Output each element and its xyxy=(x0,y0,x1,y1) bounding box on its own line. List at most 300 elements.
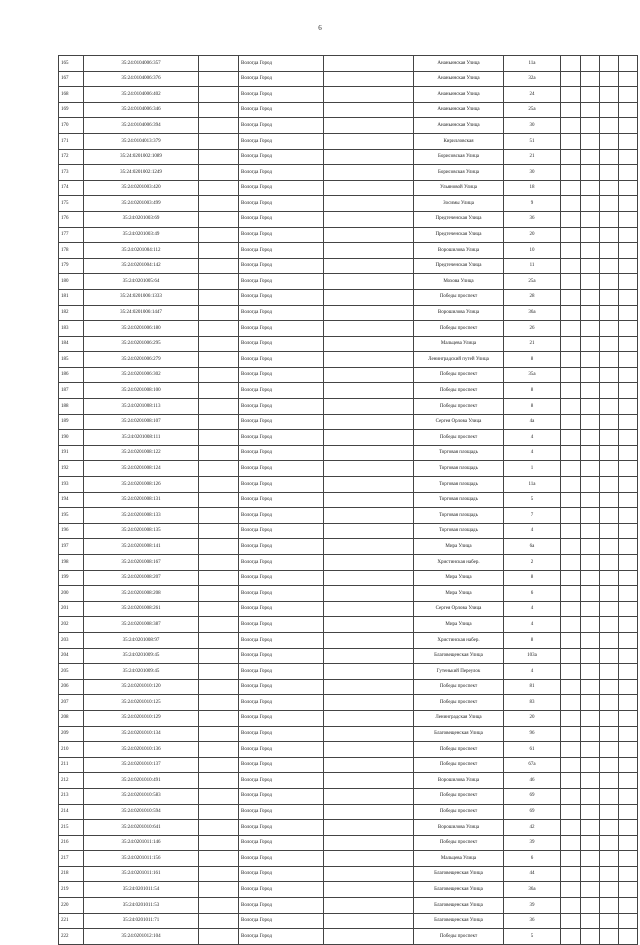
house-number-cell: 51 xyxy=(504,133,561,149)
empty-cell xyxy=(581,87,600,103)
empty-cell xyxy=(581,929,600,945)
house-number-cell: 8 xyxy=(504,570,561,586)
empty-cell xyxy=(199,929,239,945)
empty-cell xyxy=(324,165,414,181)
row-number-cell: 222 xyxy=(59,929,84,945)
empty-cell xyxy=(619,383,638,399)
empty-cell xyxy=(199,492,239,508)
table-row xyxy=(59,56,638,72)
street-cell: Победы проспект xyxy=(414,321,504,337)
row-number-cell: 183 xyxy=(59,321,84,337)
empty-cell xyxy=(581,430,600,446)
empty-cell xyxy=(324,539,414,555)
empty-cell xyxy=(324,305,414,321)
house-number-cell: 5 xyxy=(504,492,561,508)
house-number-cell: 21 xyxy=(504,149,561,165)
locality-cell: Вологда Город xyxy=(239,866,324,882)
cadastral-number-cell: 35:24:0201010:134 xyxy=(84,726,199,742)
locality-cell: Вологда Город xyxy=(239,710,324,726)
house-number-cell: 4 xyxy=(504,664,561,680)
empty-cell xyxy=(581,648,600,664)
table-row xyxy=(59,102,638,118)
row-number-cell: 180 xyxy=(59,274,84,290)
empty-cell xyxy=(600,227,619,243)
empty-cell xyxy=(619,632,638,648)
table-row xyxy=(59,87,638,103)
cadastral-number-cell: 35:24:0201008:111 xyxy=(84,430,199,446)
empty-cell xyxy=(600,289,619,305)
empty-cell xyxy=(324,211,414,227)
empty-cell xyxy=(581,508,600,524)
house-number-cell: 11а xyxy=(504,56,561,72)
locality-cell: Вологда Город xyxy=(239,336,324,352)
locality-cell: Вологда Город xyxy=(239,258,324,274)
empty-cell xyxy=(619,118,638,134)
empty-cell xyxy=(600,477,619,493)
empty-cell xyxy=(199,570,239,586)
empty-cell xyxy=(600,336,619,352)
cadastral-number-cell: 35:24:0201006:180 xyxy=(84,321,199,337)
empty-cell xyxy=(600,165,619,181)
street-cell: Борисовская Улица xyxy=(414,165,504,181)
empty-cell xyxy=(600,211,619,227)
locality-cell: Вологда Город xyxy=(239,321,324,337)
street-cell: Победы проспект xyxy=(414,757,504,773)
street-cell: Ананьинская Улица xyxy=(414,102,504,118)
empty-cell xyxy=(324,648,414,664)
house-number-cell: 46 xyxy=(504,773,561,789)
empty-cell xyxy=(581,913,600,929)
street-cell: Благовещенская Улица xyxy=(414,726,504,742)
empty-cell xyxy=(199,399,239,415)
cadastral-number-cell: 35:24:0201010:120 xyxy=(84,679,199,695)
empty-cell xyxy=(619,679,638,695)
empty-cell xyxy=(561,180,581,196)
cadastral-number-cell: 35:24:0201008:97 xyxy=(84,632,199,648)
cadastral-number-cell: 35:24:0201004:142 xyxy=(84,258,199,274)
street-cell: Мальцева Улица xyxy=(414,336,504,352)
empty-cell xyxy=(561,289,581,305)
empty-cell xyxy=(600,851,619,867)
empty-cell xyxy=(561,321,581,337)
empty-cell xyxy=(324,352,414,368)
table-row xyxy=(59,866,638,882)
table-row xyxy=(59,555,638,571)
house-number-cell: 18 xyxy=(504,180,561,196)
empty-cell xyxy=(561,820,581,836)
table-row xyxy=(59,321,638,337)
row-number-cell: 206 xyxy=(59,679,84,695)
locality-cell: Вологда Город xyxy=(239,227,324,243)
empty-cell xyxy=(324,383,414,399)
empty-cell xyxy=(619,851,638,867)
locality-cell: Вологда Город xyxy=(239,165,324,181)
house-number-cell: 36 xyxy=(504,913,561,929)
cadastral-number-cell: 35:24:0201011:54 xyxy=(84,882,199,898)
house-number-cell: 69 xyxy=(504,788,561,804)
house-number-cell: 6а xyxy=(504,539,561,555)
table-row xyxy=(59,430,638,446)
house-number-cell: 24 xyxy=(504,87,561,103)
empty-cell xyxy=(600,133,619,149)
empty-cell xyxy=(581,788,600,804)
empty-cell xyxy=(619,773,638,789)
empty-cell xyxy=(581,664,600,680)
row-number-cell: 208 xyxy=(59,710,84,726)
empty-cell xyxy=(619,87,638,103)
house-number-cell: 96 xyxy=(504,726,561,742)
empty-cell xyxy=(581,352,600,368)
street-cell: Ананьинская Улица xyxy=(414,56,504,72)
house-number-cell: 36а xyxy=(504,882,561,898)
empty-cell xyxy=(581,211,600,227)
empty-cell xyxy=(324,929,414,945)
locality-cell: Вологда Город xyxy=(239,118,324,134)
empty-cell xyxy=(600,601,619,617)
locality-cell: Вологда Город xyxy=(239,383,324,399)
empty-cell xyxy=(561,430,581,446)
empty-cell xyxy=(581,243,600,259)
table-row xyxy=(59,258,638,274)
empty-cell xyxy=(581,367,600,383)
locality-cell: Вологда Город xyxy=(239,757,324,773)
street-cell: Благовещенская Улица xyxy=(414,866,504,882)
empty-cell xyxy=(619,757,638,773)
empty-cell xyxy=(581,710,600,726)
empty-cell xyxy=(561,726,581,742)
empty-cell xyxy=(561,211,581,227)
empty-cell xyxy=(600,56,619,72)
empty-cell xyxy=(324,87,414,103)
row-number-cell: 211 xyxy=(59,757,84,773)
empty-cell xyxy=(600,258,619,274)
locality-cell: Вологда Город xyxy=(239,87,324,103)
empty-cell xyxy=(581,773,600,789)
street-cell: Ленинградский путей Улица xyxy=(414,352,504,368)
empty-cell xyxy=(581,321,600,337)
row-number-cell: 168 xyxy=(59,87,84,103)
empty-cell xyxy=(199,601,239,617)
street-cell: Борисовская Улица xyxy=(414,149,504,165)
empty-cell xyxy=(600,788,619,804)
empty-cell xyxy=(581,726,600,742)
empty-cell xyxy=(581,523,600,539)
row-number-cell: 200 xyxy=(59,586,84,602)
locality-cell: Вологда Город xyxy=(239,851,324,867)
empty-cell xyxy=(600,898,619,914)
empty-cell xyxy=(619,165,638,181)
empty-cell xyxy=(581,539,600,555)
empty-cell xyxy=(324,508,414,524)
cadastral-number-cell: 35:24:0201011:161 xyxy=(84,866,199,882)
house-number-cell: 7 xyxy=(504,508,561,524)
row-number-cell: 199 xyxy=(59,570,84,586)
street-cell: Ульяновой Улица xyxy=(414,180,504,196)
locality-cell: Вологда Город xyxy=(239,648,324,664)
row-number-cell: 182 xyxy=(59,305,84,321)
empty-cell xyxy=(619,929,638,945)
table-row xyxy=(59,913,638,929)
empty-cell xyxy=(600,149,619,165)
empty-cell xyxy=(619,367,638,383)
locality-cell: Вологда Город xyxy=(239,820,324,836)
house-number-cell: 21 xyxy=(504,336,561,352)
locality-cell: Вологда Город xyxy=(239,835,324,851)
empty-cell xyxy=(561,352,581,368)
cadastral-number-cell: 35:24:0201008:100 xyxy=(84,383,199,399)
empty-cell xyxy=(199,102,239,118)
cadastral-number-cell: 35:24:0201008:207 xyxy=(84,570,199,586)
table-row xyxy=(59,243,638,259)
empty-cell xyxy=(199,305,239,321)
empty-cell xyxy=(581,882,600,898)
locality-cell: Вологда Город xyxy=(239,804,324,820)
empty-cell xyxy=(199,336,239,352)
locality-cell: Вологда Город xyxy=(239,352,324,368)
empty-cell xyxy=(324,196,414,212)
empty-cell xyxy=(324,430,414,446)
row-number-cell: 209 xyxy=(59,726,84,742)
empty-cell xyxy=(199,523,239,539)
empty-cell xyxy=(324,773,414,789)
empty-cell xyxy=(199,555,239,571)
empty-cell xyxy=(581,477,600,493)
empty-cell xyxy=(619,710,638,726)
table-row xyxy=(59,664,638,680)
empty-cell xyxy=(561,757,581,773)
locality-cell: Вологда Город xyxy=(239,56,324,72)
empty-cell xyxy=(561,305,581,321)
house-number-cell: 8 xyxy=(504,352,561,368)
house-number-cell: 25а xyxy=(504,102,561,118)
empty-cell xyxy=(324,570,414,586)
empty-cell xyxy=(324,586,414,602)
cadastral-number-cell: 35:24:0201010:137 xyxy=(84,757,199,773)
empty-cell xyxy=(600,632,619,648)
street-cell: Зосимы Улица xyxy=(414,196,504,212)
row-number-cell: 177 xyxy=(59,227,84,243)
empty-cell xyxy=(561,227,581,243)
street-cell: Победы проспект xyxy=(414,742,504,758)
empty-cell xyxy=(561,258,581,274)
empty-cell xyxy=(561,118,581,134)
empty-cell xyxy=(199,165,239,181)
row-number-cell: 179 xyxy=(59,258,84,274)
cadastral-number-cell: 35:24:0201011:71 xyxy=(84,913,199,929)
row-number-cell: 187 xyxy=(59,383,84,399)
table-row xyxy=(59,414,638,430)
table-row xyxy=(59,289,638,305)
row-number-cell: 186 xyxy=(59,367,84,383)
row-number-cell: 178 xyxy=(59,243,84,259)
empty-cell xyxy=(561,929,581,945)
empty-cell xyxy=(600,820,619,836)
empty-cell xyxy=(619,523,638,539)
empty-cell xyxy=(561,695,581,711)
empty-cell xyxy=(199,508,239,524)
empty-cell xyxy=(619,305,638,321)
cadastral-number-cell: 35:24:0201010:136 xyxy=(84,742,199,758)
cadastral-number-cell: 35:24:0201008:135 xyxy=(84,523,199,539)
empty-cell xyxy=(581,461,600,477)
street-cell: Ленинградская Улица xyxy=(414,710,504,726)
empty-cell xyxy=(561,586,581,602)
empty-cell xyxy=(199,898,239,914)
empty-cell xyxy=(324,274,414,290)
house-number-cell: 9 xyxy=(504,196,561,212)
empty-cell xyxy=(199,445,239,461)
table-row xyxy=(59,773,638,789)
empty-cell xyxy=(600,773,619,789)
locality-cell: Вологда Город xyxy=(239,913,324,929)
empty-cell xyxy=(600,196,619,212)
street-cell: Христинская набер. xyxy=(414,632,504,648)
empty-cell xyxy=(199,913,239,929)
row-number-cell: 165 xyxy=(59,56,84,72)
locality-cell: Вологда Город xyxy=(239,477,324,493)
empty-cell xyxy=(619,586,638,602)
empty-cell xyxy=(581,445,600,461)
empty-cell xyxy=(600,586,619,602)
empty-cell xyxy=(324,243,414,259)
empty-cell xyxy=(324,477,414,493)
empty-cell xyxy=(581,601,600,617)
empty-cell xyxy=(561,773,581,789)
empty-cell xyxy=(324,835,414,851)
empty-cell xyxy=(561,367,581,383)
empty-cell xyxy=(600,523,619,539)
locality-cell: Вологда Город xyxy=(239,196,324,212)
row-number-cell: 205 xyxy=(59,664,84,680)
empty-cell xyxy=(581,399,600,415)
table-row xyxy=(59,165,638,181)
empty-cell xyxy=(600,305,619,321)
empty-cell xyxy=(581,336,600,352)
street-cell: Победы проспект xyxy=(414,367,504,383)
table-row xyxy=(59,305,638,321)
row-number-cell: 201 xyxy=(59,601,84,617)
empty-cell xyxy=(199,773,239,789)
empty-cell xyxy=(199,851,239,867)
empty-cell xyxy=(324,336,414,352)
empty-cell xyxy=(619,211,638,227)
empty-cell xyxy=(199,430,239,446)
locality-cell: Вологда Город xyxy=(239,617,324,633)
house-number-cell: 8 xyxy=(504,383,561,399)
empty-cell xyxy=(199,664,239,680)
empty-cell xyxy=(199,820,239,836)
table-row xyxy=(59,336,638,352)
empty-cell xyxy=(619,430,638,446)
empty-cell xyxy=(324,227,414,243)
empty-cell xyxy=(324,321,414,337)
empty-cell xyxy=(561,56,581,72)
cadastral-number-cell: 35:24:0201010:594 xyxy=(84,804,199,820)
row-number-cell: 173 xyxy=(59,165,84,181)
empty-cell xyxy=(324,882,414,898)
empty-cell xyxy=(199,180,239,196)
empty-cell xyxy=(561,87,581,103)
table-row xyxy=(59,726,638,742)
empty-cell xyxy=(199,414,239,430)
cadastral-number-cell: 35:24:0104013:379 xyxy=(84,133,199,149)
empty-cell xyxy=(600,835,619,851)
empty-cell xyxy=(324,726,414,742)
empty-cell xyxy=(600,102,619,118)
table-row xyxy=(59,742,638,758)
street-cell: Победы проспект xyxy=(414,804,504,820)
empty-cell xyxy=(561,445,581,461)
table-row xyxy=(59,617,638,633)
locality-cell: Вологда Город xyxy=(239,149,324,165)
table-row xyxy=(59,820,638,836)
empty-cell xyxy=(600,492,619,508)
locality-cell: Вологда Город xyxy=(239,71,324,87)
empty-cell xyxy=(199,149,239,165)
empty-cell xyxy=(324,866,414,882)
empty-cell xyxy=(619,71,638,87)
empty-cell xyxy=(581,305,600,321)
table-row xyxy=(59,648,638,664)
empty-cell xyxy=(324,71,414,87)
empty-cell xyxy=(324,133,414,149)
registry-table xyxy=(58,55,638,945)
empty-cell xyxy=(324,679,414,695)
empty-cell xyxy=(581,679,600,695)
cadastral-number-cell: 35:24:0104006:357 xyxy=(84,56,199,72)
empty-cell xyxy=(619,866,638,882)
table-row xyxy=(59,211,638,227)
cadastral-number-cell: 35:24:0201008:133 xyxy=(84,508,199,524)
empty-cell xyxy=(199,289,239,305)
locality-cell: Вологда Город xyxy=(239,882,324,898)
empty-cell xyxy=(600,414,619,430)
empty-cell xyxy=(600,430,619,446)
street-cell: Победы проспект xyxy=(414,679,504,695)
cadastral-number-cell: 35:24:0201005:64 xyxy=(84,274,199,290)
empty-cell xyxy=(561,414,581,430)
empty-cell xyxy=(561,788,581,804)
table-row xyxy=(59,695,638,711)
cadastral-number-cell: 35:24:0201009:45 xyxy=(84,664,199,680)
empty-cell xyxy=(600,445,619,461)
empty-cell xyxy=(619,913,638,929)
empty-cell xyxy=(619,835,638,851)
locality-cell: Вологда Город xyxy=(239,461,324,477)
empty-cell xyxy=(199,383,239,399)
cadastral-number-cell: 35:24:0201008:261 xyxy=(84,601,199,617)
table-row xyxy=(59,274,638,290)
empty-cell xyxy=(600,570,619,586)
street-cell: Мохова Улица xyxy=(414,274,504,290)
table-row xyxy=(59,835,638,851)
cadastral-number-cell: 35:24:0201008:126 xyxy=(84,477,199,493)
empty-cell xyxy=(199,632,239,648)
table-row xyxy=(59,118,638,134)
empty-cell xyxy=(619,399,638,415)
empty-cell xyxy=(199,539,239,555)
empty-cell xyxy=(581,555,600,571)
empty-cell xyxy=(199,87,239,103)
row-number-cell: 167 xyxy=(59,71,84,87)
row-number-cell: 185 xyxy=(59,352,84,368)
empty-cell xyxy=(324,820,414,836)
empty-cell xyxy=(619,570,638,586)
empty-cell xyxy=(619,243,638,259)
row-number-cell: 203 xyxy=(59,632,84,648)
empty-cell xyxy=(561,477,581,493)
empty-cell xyxy=(199,586,239,602)
